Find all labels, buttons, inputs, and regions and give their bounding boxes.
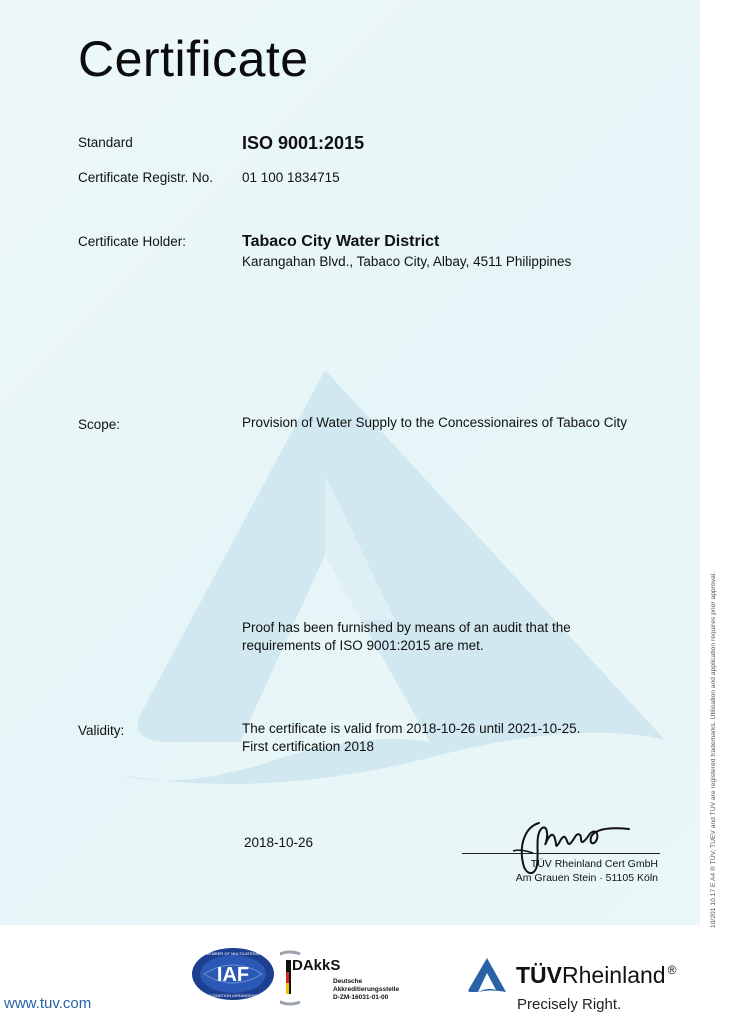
iaf-globe-seal-icon	[190, 946, 276, 1002]
footer-website-link[interactable]: www.tuv.com	[4, 995, 92, 1012]
scope-value: Provision of Water Supply to the Concessionaires of Tabaco City	[242, 415, 627, 430]
holder-address: Karangahan Blvd., Tabaco City, Albay, 4511 Philippines	[242, 254, 572, 269]
tuv-brand-regular: Rheinland	[562, 962, 666, 988]
certificate-title: Certificate	[78, 31, 309, 87]
validity-line-2: First certification 2018	[242, 739, 375, 754]
registration-value: 01 100 1834715	[242, 170, 340, 185]
validity-label: Validity:	[78, 723, 125, 738]
tuv-tagline: Precisely Right.	[517, 996, 622, 1013]
issuer-address: Am Grauen Stein · 51105 Köln	[515, 872, 658, 884]
tuv-triangle-logo-icon	[466, 956, 508, 994]
standard-value: ISO 9001:2015	[242, 133, 365, 153]
issuer-name: TÜV Rheinland Cert GmbH	[530, 858, 658, 870]
holder-name: Tabaco City Water District	[242, 233, 440, 250]
registration-label: Certificate Registr. No.	[78, 170, 214, 185]
iaf-ring-bottom: RECOGNITION ARRANGEMENT	[202, 993, 264, 998]
scope-label: Scope:	[78, 417, 121, 432]
dakks-line-3: D-ZM-16031-01-00	[333, 994, 389, 1001]
proof-line-2: requirements of ISO 9001:2015 are met.	[242, 638, 484, 653]
dakks-brand: DAkkS	[292, 957, 341, 974]
iaf-ring-top: MEMBER OF MULTILATERAL	[205, 951, 261, 956]
iaf-text: IAF	[216, 964, 250, 986]
tuv-brand	[516, 962, 676, 989]
validity-line-1: The certificate is valid from 2018-10-26 until 2021-10-25.	[242, 721, 581, 736]
proof-statement	[242, 619, 571, 655]
proof-line-1: Proof has been furnished by means of an audit that the	[242, 620, 571, 635]
dakks-line-1: Deutsche	[333, 978, 363, 985]
issuer-block	[512, 857, 658, 885]
dakks-line-2: Akkreditierungsstelle	[333, 986, 400, 993]
registered-mark: ®	[667, 963, 677, 978]
validity-statement	[242, 720, 580, 756]
issue-date: 2018-10-26	[244, 835, 314, 850]
tuv-brand-bold: TÜV	[516, 962, 562, 988]
standard-label: Standard	[78, 135, 133, 150]
dakks-caption	[333, 978, 399, 1002]
trademark-side-note: 10/201 10.17 E A4 ® TÜV, TUEV and TUV are registered trademarks. Utilisation and application requires prior approval.	[710, 571, 717, 928]
signature-line	[462, 853, 660, 854]
holder-label: Certificate Holder:	[78, 234, 187, 249]
